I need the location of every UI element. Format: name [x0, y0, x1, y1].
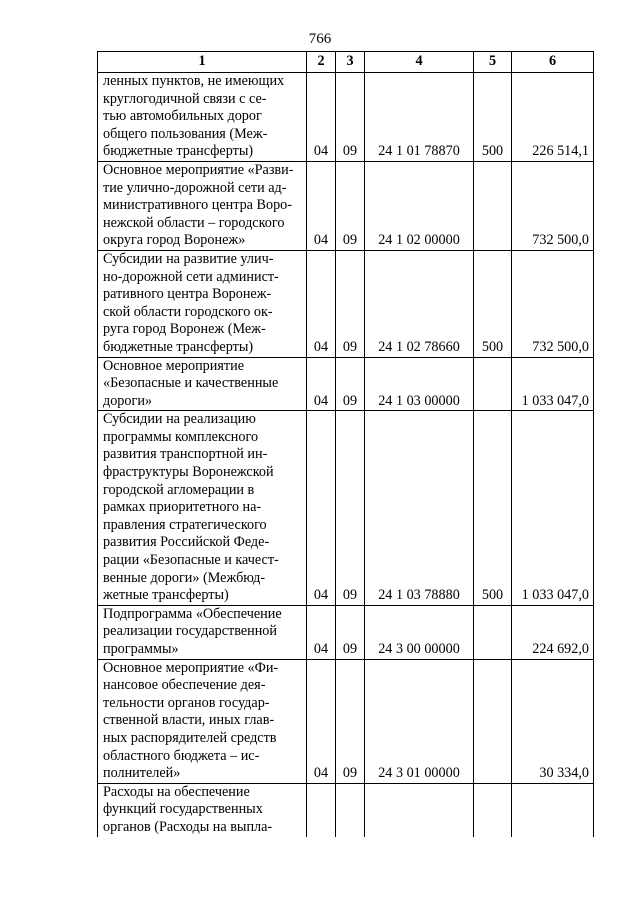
row-expense-type: [474, 659, 512, 783]
row-section: 04: [307, 659, 336, 783]
row-name: ленных пунктов, не имеющих круглогодичной связи с се- тью автомобильных дорог общего пользования (Меж- бюджетные трансферты): [98, 73, 307, 162]
row-target-article: 24 1 02 00000: [365, 161, 474, 250]
row-expense-type: [474, 357, 512, 411]
row-amount: 226 514,1: [512, 73, 594, 162]
row-section: 04: [307, 73, 336, 162]
table-row: [98, 659, 594, 783]
row-expense-type: 500: [474, 411, 512, 606]
col-header-expense-type: 5: [474, 52, 512, 73]
table-row: [98, 250, 594, 357]
table-row: [98, 783, 594, 836]
row-target-article: 24 3 01 00000: [365, 659, 474, 783]
row-section: 04: [307, 250, 336, 357]
row-name: Основное мероприятие «Разви- тие улично-дорожной сети ад- министративного центра Воро- нежской области – городского округа город Воронеж»: [98, 161, 307, 250]
row-subsection: [336, 783, 365, 836]
row-name: Подпрограмма «Обеспечение реализации государственной программы»: [98, 605, 307, 659]
row-section: 04: [307, 161, 336, 250]
row-name: Основное мероприятие «Фи- нансовое обеспечение дея- тельности органов государ- ственной власти, иных глав- ных распорядителей средств областного бюджета – ис- полнителей»: [98, 659, 307, 783]
row-target-article: 24 1 03 00000: [365, 357, 474, 411]
table-row: [98, 357, 594, 411]
row-target-article: 24 3 00 00000: [365, 605, 474, 659]
row-section: 04: [307, 605, 336, 659]
row-name: Субсидии на реализацию программы комплексного развития транспортной ин- фраструктуры Воронежской городской агломерации в рамках приоритетного на- правления стратегического развития Российской Феде- рации «Безопасные и качест- венные дороги» (Межбюд- жетные трансферты): [98, 411, 307, 606]
row-expense-type: 500: [474, 73, 512, 162]
col-header-target-article: 4: [365, 52, 474, 73]
row-subsection: 09: [336, 73, 365, 162]
table-row: [98, 605, 594, 659]
row-amount: 732 500,0: [512, 250, 594, 357]
row-target-article: 24 1 02 78660: [365, 250, 474, 357]
row-subsection: 09: [336, 411, 365, 606]
row-subsection: 09: [336, 250, 365, 357]
row-section: 04: [307, 357, 336, 411]
row-expense-type: [474, 783, 512, 836]
row-section: 04: [307, 411, 336, 606]
table-row: [98, 411, 594, 606]
col-header-subsection: 3: [336, 52, 365, 73]
row-section: [307, 783, 336, 836]
row-expense-type: [474, 605, 512, 659]
row-amount: 732 500,0: [512, 161, 594, 250]
col-header-name: 1: [98, 52, 307, 73]
table-header-row: [98, 52, 594, 73]
row-subsection: 09: [336, 659, 365, 783]
table-row: [98, 73, 594, 162]
table-row: [98, 161, 594, 250]
row-amount: 1 033 047,0: [512, 411, 594, 606]
row-subsection: 09: [336, 357, 365, 411]
row-target-article: 24 1 03 78880: [365, 411, 474, 606]
row-expense-type: [474, 161, 512, 250]
col-header-amount: 6: [512, 52, 594, 73]
row-name: Субсидии на развитие улич- но-дорожной сети админист- ративного центра Воронеж- ской области городского ок- руга город Воронеж (Меж- бюджетные трансферты): [98, 250, 307, 357]
row-amount: 1 033 047,0: [512, 357, 594, 411]
budget-table: [97, 51, 594, 837]
row-target-article: 24 1 01 78870: [365, 73, 474, 162]
row-expense-type: 500: [474, 250, 512, 357]
page-number: 766: [308, 31, 332, 47]
row-target-article: [365, 783, 474, 836]
row-amount: [512, 783, 594, 836]
row-subsection: 09: [336, 605, 365, 659]
row-amount: 224 692,0: [512, 605, 594, 659]
row-name: Расходы на обеспечение функций государственных органов (Расходы на выпла-: [98, 783, 307, 836]
row-amount: 30 334,0: [512, 659, 594, 783]
row-name: Основное мероприятие «Безопасные и качественные дороги»: [98, 357, 307, 411]
row-subsection: 09: [336, 161, 365, 250]
col-header-section: 2: [307, 52, 336, 73]
